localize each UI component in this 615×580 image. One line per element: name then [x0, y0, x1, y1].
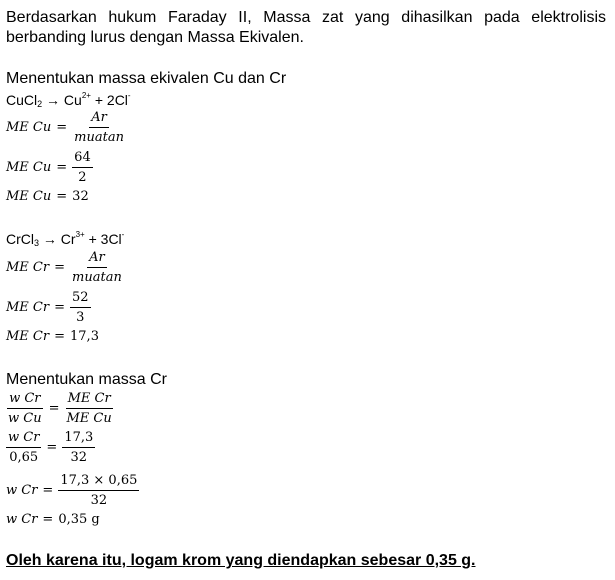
reaction-crcl3	[6, 231, 124, 247]
fraction: $\frac{64}{2}$	[74, 150, 91, 185]
arrow-icon: →	[46, 92, 61, 108]
charge: -	[127, 91, 131, 100]
product-ion: + 3Cl	[88, 231, 122, 247]
equation-me-cr-formula: ME Cr = $\frac{Ar}{\text{muatan}}$	[6, 250, 122, 285]
equation-me-cu-formula: ME Cu = $\frac{Ar}{\text{muatan}}$	[6, 110, 124, 145]
equation-lhs: ME Cu	[6, 120, 52, 135]
equation-lhs: ME Cr	[6, 300, 50, 315]
fraction: $\frac{Ar}{\text{muatan}}$	[72, 250, 122, 285]
fraction: $\frac{\text{w Cr}}{\text{w Cu}}$	[8, 391, 42, 426]
equation-lhs: w Cr	[6, 483, 38, 498]
charge: 3+	[75, 230, 85, 239]
subscript: 3	[34, 238, 40, 248]
section-heading-equivalent-mass: Menentukan massa ekivalen Cu dan Cr	[6, 70, 287, 87]
equation-me-cr-values: ME Cr = $\frac{52}{3}$	[6, 290, 89, 325]
equation-wcr-result: w Cr = 0,35 g	[6, 512, 100, 527]
equation-me-cu-result: ME Cu = 32	[6, 189, 89, 204]
equation-rhs: 0,35 g	[58, 512, 100, 527]
equation-mass-ratio: $\frac{\text{w Cr}}{\text{w Cu}}$ = $\frac{\text{ME Cr}}{\text{ME Cu}}$	[8, 391, 112, 426]
conclusion: Oleh karena itu, logam krom yang diendapkan sebesar 0,35 g.	[6, 552, 476, 569]
equation-wcr-calc: w Cr = $\frac{17,3 \times 0,65}{32}$	[6, 473, 138, 508]
section-heading-mass-cr: Menentukan massa Cr	[6, 371, 167, 388]
equation-lhs: ME Cu	[6, 189, 52, 204]
arrow-icon: →	[42, 231, 57, 247]
equation-lhs: ME Cr	[6, 260, 50, 275]
equation-lhs: ME Cr	[6, 329, 50, 344]
equation-rhs: 32	[72, 189, 89, 204]
charge: 2+	[81, 91, 91, 100]
equation-rhs: 17,3	[70, 329, 99, 344]
fraction: $\frac{Ar}{\text{muatan}}$	[74, 110, 124, 145]
fraction: $\frac{17,3}{32}$	[64, 430, 94, 465]
fraction: $\frac{52}{3}$	[72, 290, 89, 325]
intro-paragraph: Berdasarkan hukum Faraday II, Massa zat yang dihasilkan pada elektrolisis berbanding lurus dengan Massa Ekivalen.	[6, 9, 606, 46]
reactant: CrCl	[6, 231, 34, 247]
fraction: $\frac{17,3 \times 0,65}{32}$	[60, 473, 138, 508]
product-ion: Cu	[63, 92, 82, 108]
charge: -	[121, 230, 125, 239]
reactant: CuCl	[6, 92, 38, 108]
subscript: 2	[37, 99, 43, 109]
equation-me-cr-result: ME Cr = 17,3	[6, 329, 99, 344]
equation-lhs: w Cr	[6, 512, 38, 527]
equation-me-cu-values: ME Cu = $\frac{64}{2}$	[6, 150, 91, 185]
equation-lhs: ME Cu	[6, 160, 52, 175]
equation-mass-ratio-values: $\frac{\text{w Cr}}{0,65}$ = $\frac{17,3}{32}$	[8, 430, 94, 465]
fraction: $\frac{\text{w Cr}}{0,65}$	[8, 430, 40, 465]
reaction-cucl2	[6, 92, 131, 108]
product-ion: + 2Cl	[94, 92, 128, 108]
product-ion: Cr	[60, 231, 76, 247]
fraction: $\frac{\text{ME Cr}}{\text{ME Cu}}$	[66, 391, 112, 426]
